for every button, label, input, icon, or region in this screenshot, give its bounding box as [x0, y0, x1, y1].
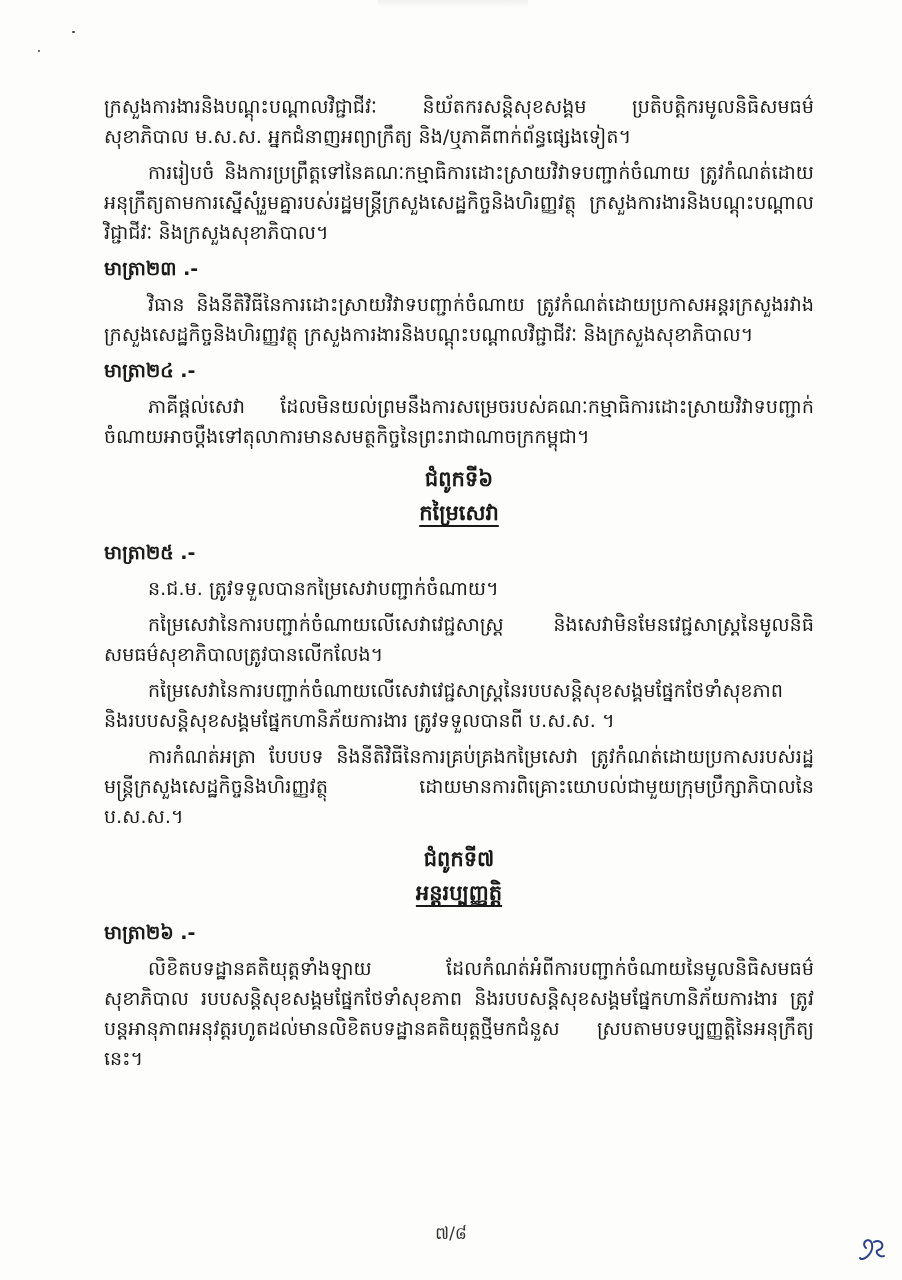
article-26-heading: មាត្រា២៦ .- — [104, 922, 196, 944]
article-23-heading: មាត្រា២៣ .- — [104, 258, 199, 280]
article-24-text: ភាគីផ្តល់សេវា ដែលមិនយល់ព្រមនឹងការសម្រេចរបស់គណៈកម្មាធិការដោះស្រាយវិវាទបញ្ជាក់ចំណាយអាចប្តឹងទៅតុលាការមានសមត្ថកិច្ចនៃព្រះរាជាណាចក្រកម្ពុជា។ — [104, 396, 814, 448]
chapter-7-title: ជំពូកទី៧ — [423, 847, 495, 871]
article-24-heading: មាត្រា២៤ .- — [104, 360, 196, 382]
handwritten-initials-icon — [852, 1228, 892, 1268]
article-25-paragraph: ន.ជ.ម. ត្រូវទទួលបានកម្រៃសេវាបញ្ជាក់ចំណាយ។ — [148, 578, 499, 600]
article-23-text: វិធាន និងនីតិវិធីនៃការដោះស្រាយវិវាទបញ្ជាក់ចំណាយ ត្រូវកំណត់ដោយប្រកាសអន្តរក្រសួងរវាងក្រសួងសេដ្ឋកិច្ចនិងហិរញ្ញវត្ថុ ក្រសួងការងារនិងបណ្តុះបណ្តាលវិជ្ជាជីវៈ និងក្រសួងសុខាភិបាល។ — [104, 294, 814, 346]
paragraph-committee-organization: ការរៀបចំ និងការប្រព្រឹត្តទៅនៃគណៈកម្មាធិការដោះស្រាយវិវាទបញ្ជាក់ចំណាយ ត្រូវកំណត់ដោយអនុក្រឹត្យតាមការស្នើសុំរួមគ្នារបស់រដ្ឋមន្ត្រីក្រសួងសេដ្ឋកិច្ចនិងហិរញ្ញវត្ថុ ក្រសួងការងារនិងបណ្តុះបណ្តាលវិជ្ជាជីវៈ និងក្រសួងសុខាភិបាល។ — [104, 162, 814, 244]
article-25-paragraph: កម្រៃសេវានៃការបញ្ជាក់ចំណាយលើសេវាវេជ្ជសាស្ត្រ និងសេវាមិនមែនវេជ្ជសាស្ត្រនៃមូលនិធិសមធម៌សុខាភិបាលត្រូវបានលើកលែង។ — [104, 614, 814, 666]
article-25-paragraph: ការកំណត់អត្រា បែបបទ និងនីតិវិធីនៃការគ្រប់គ្រងកម្រៃសេវា ត្រូវកំណត់ដោយប្រកាសរបស់រដ្ឋមន្ត្រីក្រសួងសេដ្ឋកិច្ចនិងហិរញ្ញវត្ថុ ដោយមានការពិគ្រោះយោបល់ជាមួយក្រុមប្រឹក្សាភិបាលនៃ ប.ស.ស.។ — [104, 746, 814, 828]
scan-smudge — [378, 0, 528, 8]
document-body — [104, 92, 814, 1080]
chapter-6-title: ជំពូកទី៦ — [424, 467, 494, 491]
article-25-paragraph: កម្រៃសេវានៃការបញ្ជាក់ចំណាយលើសេវាវេជ្ជសាស្ត្រនៃរបបសន្តិសុខសង្គមផ្នែកថែទាំសុខភាព និងរបបសន្តិសុខសង្គមផ្នែកហានិភ័យការងារ ត្រូវទទួលបានពី ប.ស.ស. ។ — [104, 680, 784, 732]
chapter-7-subtitle: អន្តរប្បញ្ញត្តិ — [415, 881, 503, 905]
page-number: ៧/៨ — [435, 1224, 467, 1244]
chapter-6-subtitle: កម្រៃសេវា — [419, 501, 499, 525]
scan-speck — [72, 31, 75, 33]
paragraph-continuation: ក្រសួងការងារនិងបណ្តុះបណ្តាលវិជ្ជាជីវៈ និយ័តករសន្តិសុខសង្គម ប្រតិបត្តិករមូលនិធិសមធម៌សុខាភិបាល ម.ស.ស. អ្នកជំនាញអព្យាក្រឹត្យ និង/ឬភាគីពាក់ព័ន្ធផ្សេងទៀត។ — [104, 96, 814, 148]
scan-speck — [38, 50, 40, 52]
article-25-heading: មាត្រា២៥ .- — [104, 542, 196, 564]
article-26-text: លិខិតបទដ្ឋានគតិយុត្តទាំងឡាយ ដែលកំណត់អំពីការបញ្ជាក់ចំណាយនៃមូលនិធិសមធម៌សុខាភិបាល របបសន្តិសុខសង្គមផ្នែកថែទាំសុខភាព និងរបបសន្តិសុខសង្គមផ្នែកហានិភ័យការងារ ត្រូវបន្តអានុភាពអនុវត្តរហូតដល់មានលិខិតបទដ្ឋានគតិយុត្តថ្មីមកជំនួស ស្របតាមបទប្បញ្ញត្តិនៃអនុក្រឹត្យនេះ។ — [104, 958, 814, 1070]
